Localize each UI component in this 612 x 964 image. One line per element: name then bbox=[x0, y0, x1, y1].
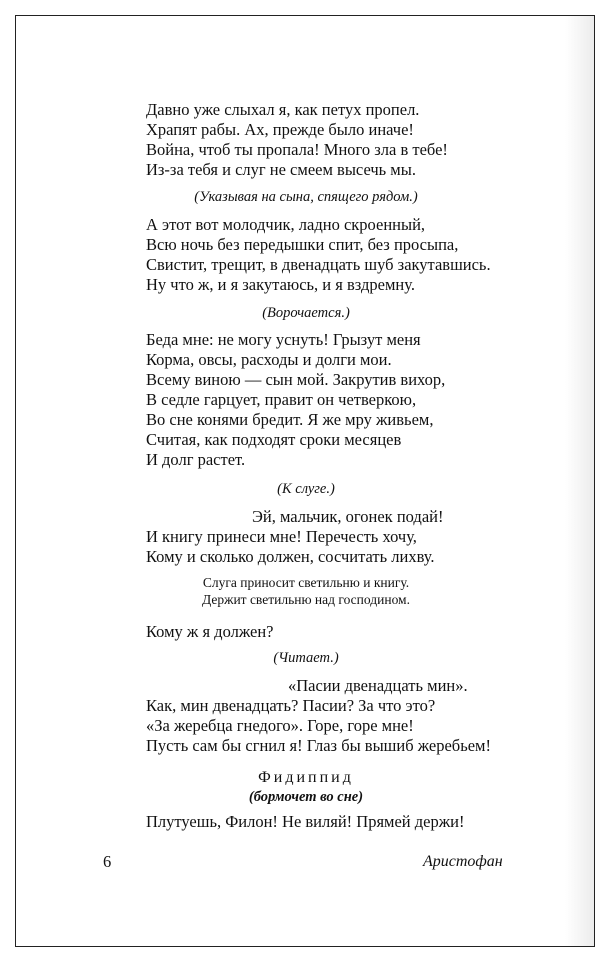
verse-line: «За жеребца гнедого». Горе, горе мне! bbox=[146, 716, 414, 735]
verse-line: Всему виною — сын мой. Закрутив вихор, bbox=[146, 370, 446, 389]
verse-line: Считая, как подходят сроки месяцев bbox=[146, 430, 402, 449]
verse-line: Свистит, трещит, в двенадцать шуб закутавшись. bbox=[146, 255, 491, 274]
stage-direction: (К слуге.) bbox=[277, 481, 335, 497]
verse-line: А этот вот молодчик, ладно скроенный, bbox=[146, 215, 426, 234]
verse-line: Ну что ж, и я закутаюсь, и я вздремну. bbox=[146, 275, 415, 294]
speaker-note: (бормочет во сне) bbox=[248, 789, 364, 805]
verse-line: Плутуешь, Филон! Не виляй! Прямей держи! bbox=[146, 812, 465, 831]
verse-line: В седле гарцует, правит он четверкою, bbox=[146, 390, 417, 409]
stage-direction-plain: Держит светильню над господином. bbox=[202, 592, 410, 607]
verse-line: И долг растет. bbox=[146, 450, 246, 469]
verse-line: И книгу принеси мне! Перечесть хочу, bbox=[146, 527, 417, 546]
verse-line: Храпят рабы. Ах, прежде было иначе! bbox=[146, 120, 414, 139]
verse-line: Кому ж я должен? bbox=[146, 622, 274, 641]
page-number: 6 bbox=[103, 852, 112, 871]
verse-line-indented: Эй, мальчик, огонек подай! bbox=[252, 507, 444, 526]
verse-line: Из-за тебя и слуг не смеем высечь мы. bbox=[146, 160, 416, 179]
verse-line-indented: «Пасии двенадцать мин». bbox=[288, 676, 468, 695]
verse-line: Кому и сколько должен, сосчитать лихву. bbox=[146, 547, 435, 566]
stage-direction: (Читает.) bbox=[273, 650, 339, 666]
verse-line: Всю ночь без передышки спит, без просыпа, bbox=[146, 235, 459, 254]
running-footer-author: Аристофан bbox=[423, 853, 503, 870]
speaker-name: Фидиппид bbox=[258, 769, 354, 786]
verse-line: Корма, овсы, расходы и долги мои. bbox=[146, 350, 392, 369]
verse-line: Беда мне: не могу уснуть! Грызут меня bbox=[146, 330, 421, 349]
verse-line: Пусть сам бы сгнил я! Глаз бы вышиб жеребьем! bbox=[146, 736, 491, 755]
stage-direction: (Указывая на сына, спящего рядом.) bbox=[194, 189, 418, 205]
verse-line: Давно уже слыхал я, как петух пропел. bbox=[146, 100, 420, 119]
verse-line: Во сне конями бредит. Я же мру живьем, bbox=[146, 410, 434, 429]
stage-direction-plain: Слуга приносит светильню и книгу. bbox=[202, 575, 410, 590]
verse-line: Как, мин двенадцать? Пасии? За что это? bbox=[146, 696, 436, 715]
stage-direction: (Ворочается.) bbox=[262, 305, 350, 321]
verse-line: Война, чтоб ты пропала! Много зла в тебе! bbox=[146, 140, 448, 159]
